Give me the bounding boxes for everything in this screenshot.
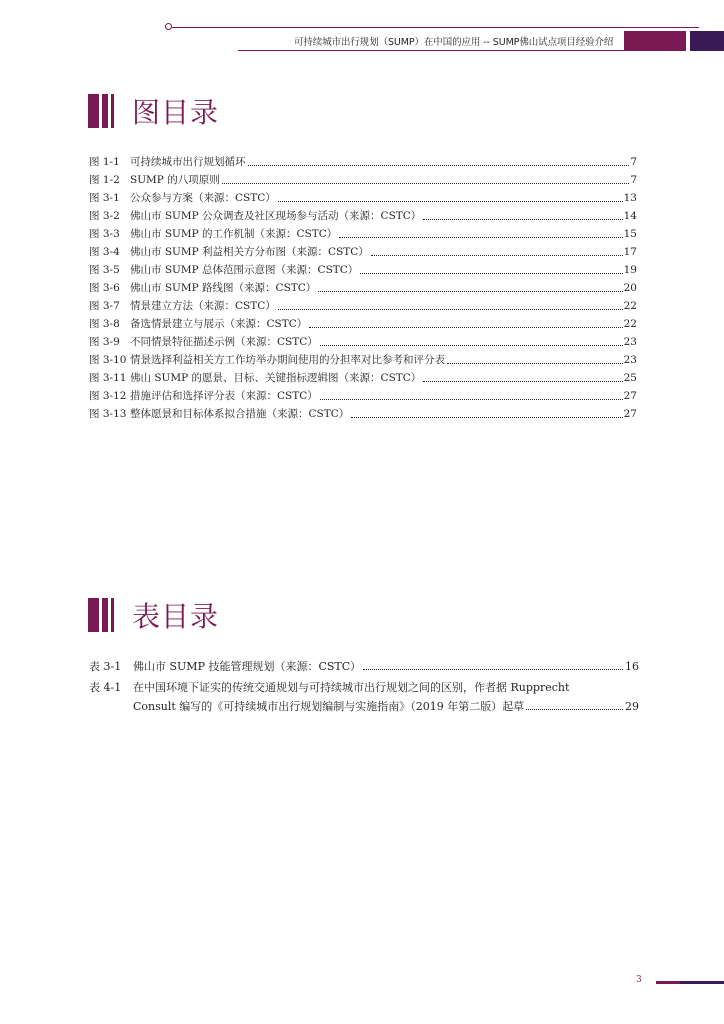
list-item[interactable]: 图 3-5 佛山市 SUMP 总体范围示意图（来源：CSTC） 19 xyxy=(89,261,637,279)
list-item[interactable]: 图 3-7 情景建立方法（来源：CSTC） 22 xyxy=(89,297,637,315)
list-item[interactable]: 图 3-2 佛山市 SUMP 公众调查及社区现场参与活动（来源：CSTC） 14 xyxy=(89,207,637,225)
header-accent-bar-dark xyxy=(690,31,724,51)
figures-section-title: 图目录 xyxy=(132,96,220,129)
list-item[interactable]: 图 1-2 SUMP 的八项原则 7 xyxy=(89,171,637,189)
footer-accent-bar-dark xyxy=(680,981,724,984)
list-item[interactable]: 图 3-9 不同情景特征描述示例（来源：CSTC） 23 xyxy=(89,333,637,351)
header-accent-bar xyxy=(624,31,686,51)
header-rule xyxy=(172,27,699,28)
list-item[interactable]: 图 3-1 公众参与方案（来源：CSTC） 13 xyxy=(89,189,637,207)
list-item[interactable]: 图 3-6 佛山市 SUMP 路线图（来源：CSTC） 20 xyxy=(89,279,637,297)
list-item[interactable]: 表 3-1 佛山市 SUMP 技能管理规划（来源：CSTC） 16 xyxy=(89,657,639,676)
list-item[interactable]: 图 3-12 措施评估和选择评分表（来源：CSTC） 27 xyxy=(89,387,637,405)
page-number: 3 xyxy=(636,975,642,985)
section-marker-figures xyxy=(88,94,132,128)
tables-section-title: 表目录 xyxy=(132,600,220,633)
section-marker-tables xyxy=(88,598,132,632)
header-dot-ornament xyxy=(165,23,172,30)
list-item[interactable]: 图 3-3 佛山市 SUMP 的工作机制（来源：CSTC） 15 xyxy=(89,225,637,243)
list-item[interactable]: 图 3-13 整体愿景和目标体系拟合措施（来源：CSTC） 27 xyxy=(89,405,637,423)
figures-list xyxy=(89,153,637,423)
list-item[interactable]: 图 3-8 备选情景建立与展示（来源：CSTC） 22 xyxy=(89,315,637,333)
list-item[interactable]: 图 3-11 佛山 SUMP 的愿景、目标、关键指标逻辑图（来源：CSTC） 25 xyxy=(89,369,637,387)
list-item[interactable]: 图 3-4 佛山市 SUMP 利益相关方分布图（来源：CSTC） 17 xyxy=(89,243,637,261)
running-header-title: 可持续城市出行规划（SUMP）在中国的应用 -- SUMP佛山试点项目经验介绍 xyxy=(294,37,614,48)
list-item[interactable]: 图 3-10 情景选择利益相关方工作坊举办期间使用的分担率对比参考和评分表 23 xyxy=(89,351,637,369)
tables-list xyxy=(89,657,639,716)
list-item[interactable]: 图 1-1 可持续城市出行规划循环 7 xyxy=(89,153,637,171)
list-item[interactable]: 表 4-1 在中国环境下证实的传统交通规划与可持续城市出行规划之间的区别，作者据 Rupprecht Consult 编写的《可持续城市出行规划编制与实施指南》（2019 年第二版）起草 29 xyxy=(89,681,639,713)
header-underline xyxy=(238,50,624,51)
